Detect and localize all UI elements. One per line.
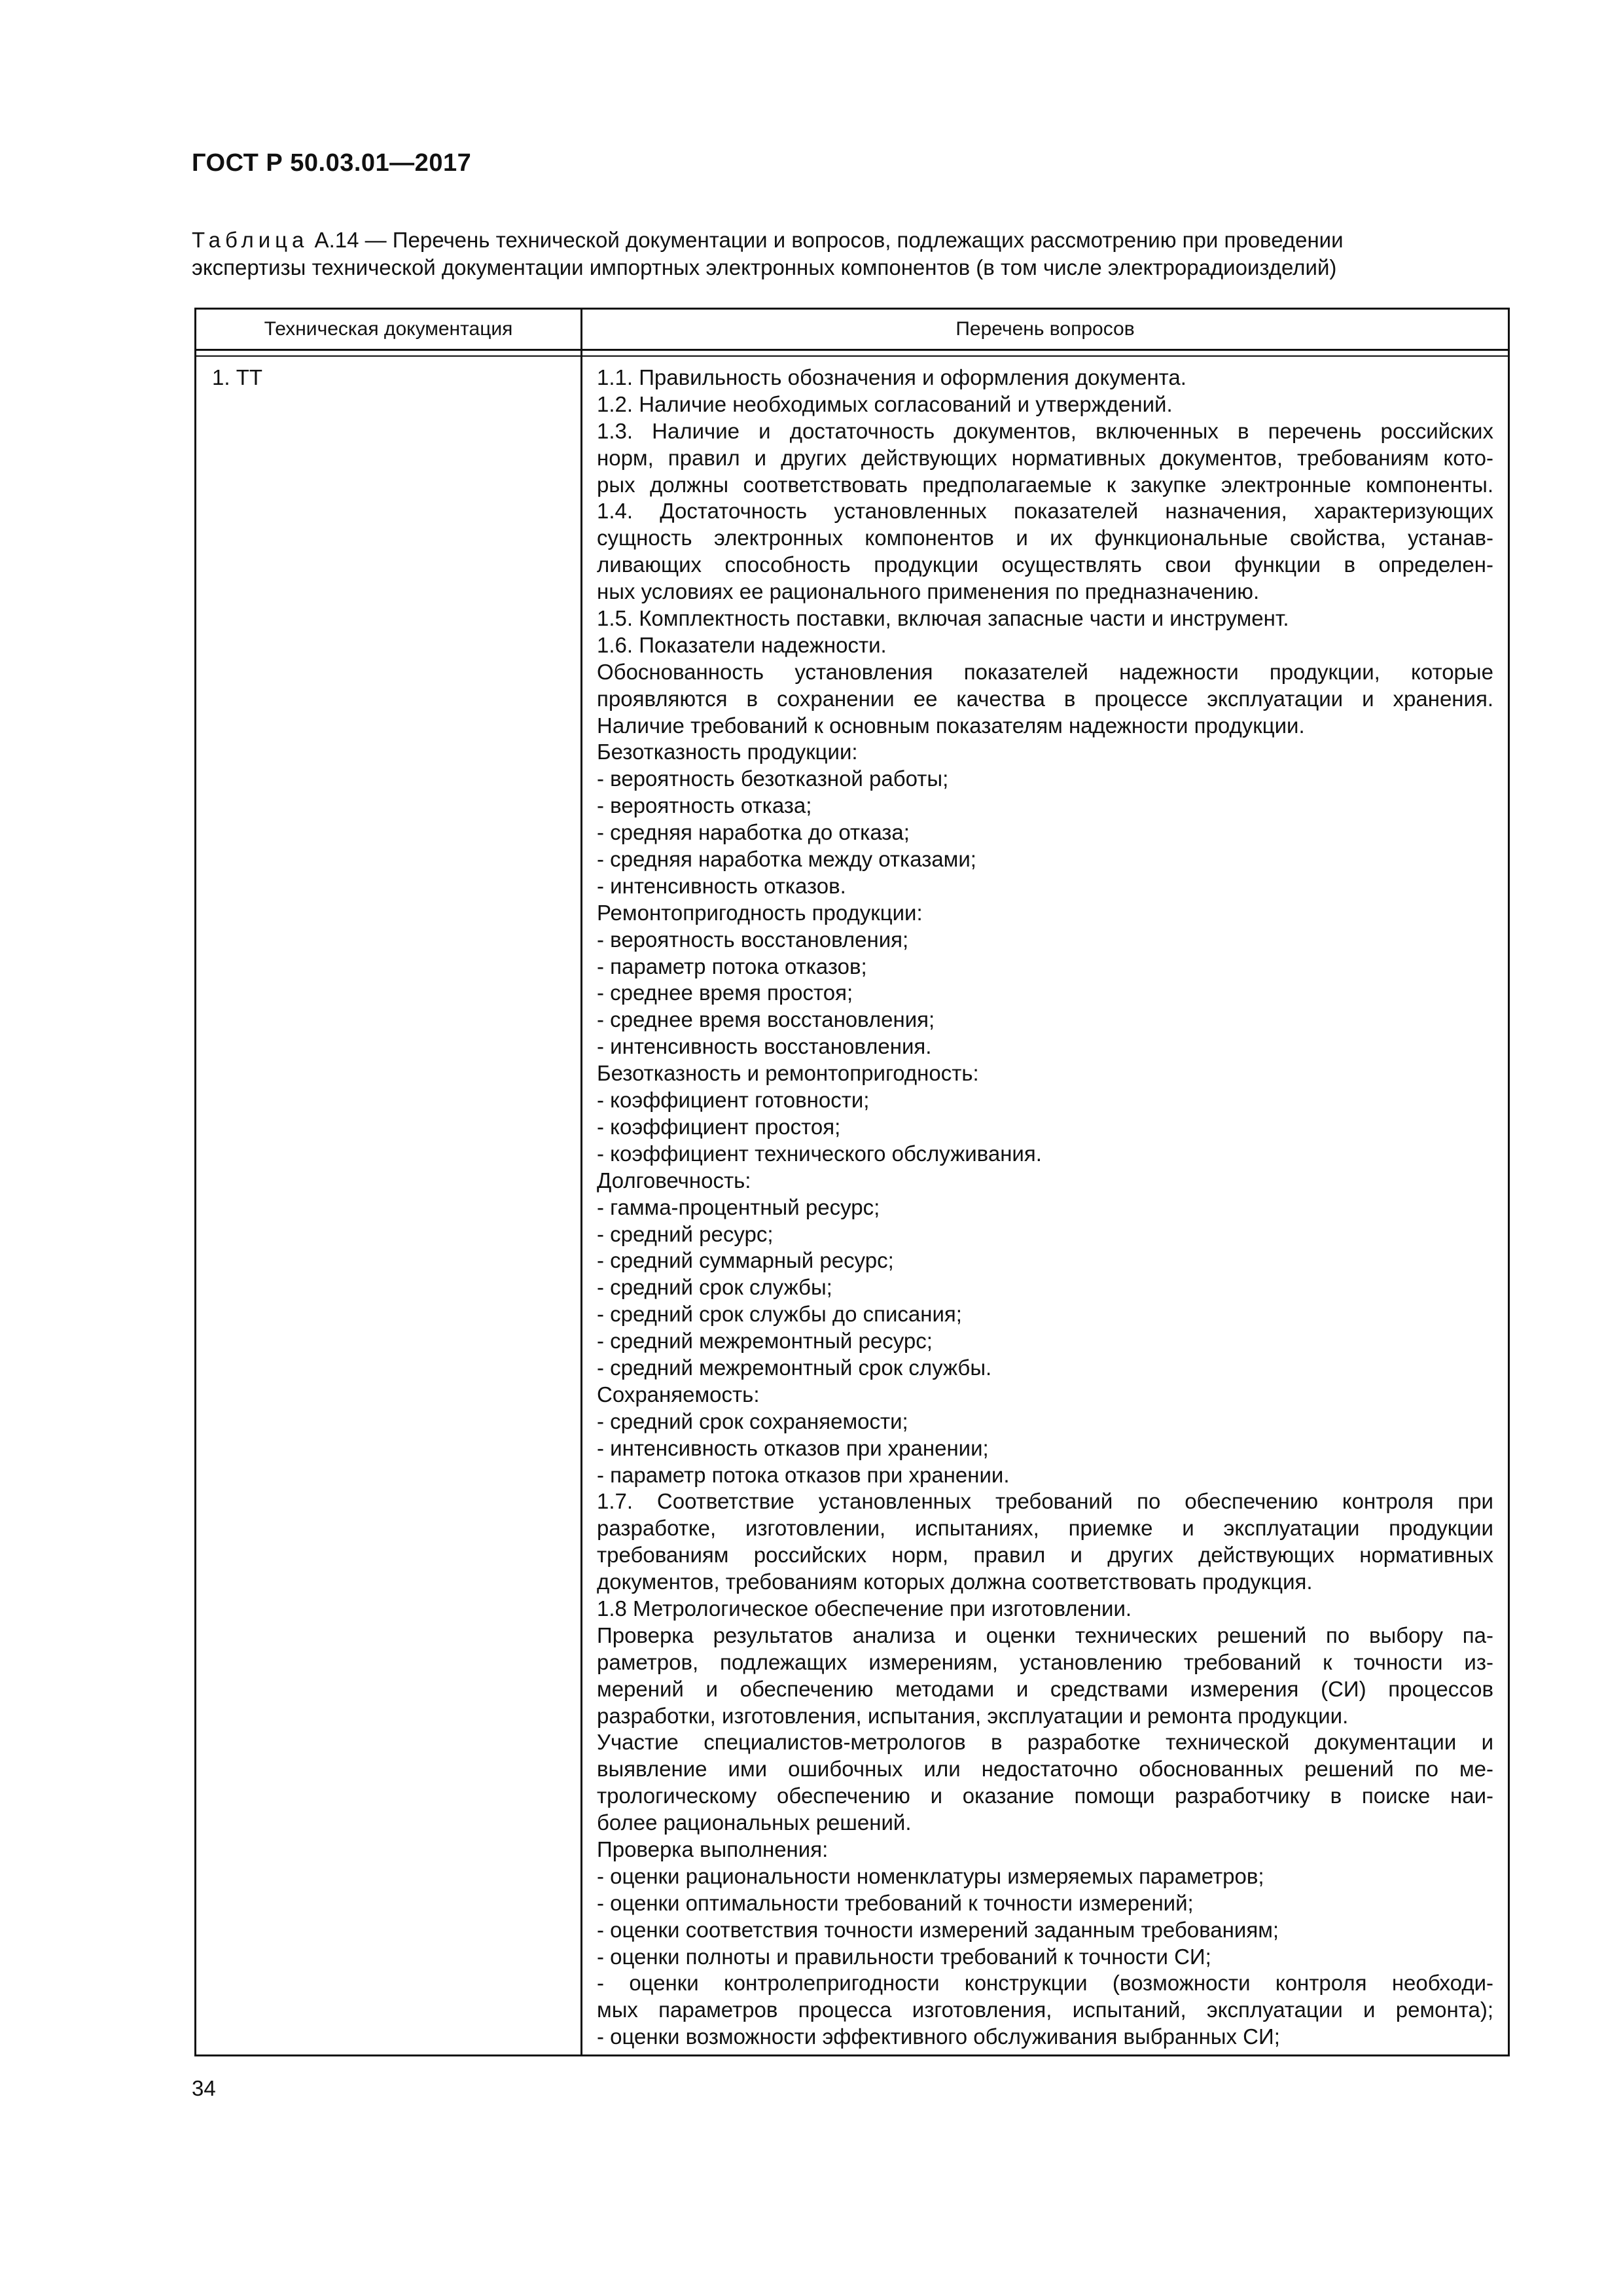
question-line: - интенсивность отказов при хранении; (597, 1435, 989, 1460)
question-line: - средний срок сохраняемости; (597, 1408, 908, 1433)
question-line: - параметр потока отказов при хранении. (597, 1462, 1010, 1487)
question-line: Сохраняемость: (597, 1382, 760, 1407)
question-line: ных условиях ее рационального применения по предназначению. (597, 579, 1260, 604)
question-line: Наличие требований к основным показателям надежности продукции. (597, 713, 1305, 738)
question-line: - вероятность безотказной работы; (597, 766, 949, 791)
question-line: мерений и обеспечению методами и средствами измерения (СИ) процессов (597, 1676, 1493, 1701)
question-line: Проверка результатов анализа и оценки технических решений по выбору па- (597, 1623, 1493, 1647)
questions-table (194, 308, 1510, 2056)
question-line: - среднее время восстановления; (597, 1007, 935, 1032)
question-line: 1.6. Показатели надежности. (597, 632, 887, 657)
table-caption-label: Таблица (192, 228, 309, 252)
header-divider (196, 349, 1508, 357)
question-line: - оценки оптимальности требований к точности измерений; (597, 1890, 1194, 1915)
column-divider (580, 310, 582, 2054)
question-line: - коэффициент готовности; (597, 1088, 870, 1113)
question-line: - коэффициент простоя; (597, 1114, 841, 1139)
table-header-questions: Перечень вопросов (955, 318, 1135, 340)
question-line: ливающих способность продукции осуществлять свои функции в определен- (597, 552, 1493, 577)
question-line: разработки, изготовления, испытания, эксплуатации и ремонта продукции. (597, 1703, 1349, 1728)
table-header-documentation: Техническая документация (264, 318, 513, 340)
question-line: - параметр потока отказов; (597, 954, 867, 978)
document-code: ГОСТ Р 50.03.01—2017 (192, 149, 472, 177)
question-line: Обоснованность установления показателей надежности продукции, которые (597, 659, 1493, 684)
table-caption-line1: А.14 — Перечень технической документации и вопросов, подлежащих рассмотрению при проведении (308, 228, 1344, 252)
question-line: - интенсивность отказов. (597, 873, 846, 898)
question-line: сущность электронных компонентов и их функциональные свойства, устанав- (597, 526, 1493, 550)
question-line: 1.4. Достаточность установленных показателей назначения, характеризующих (597, 499, 1493, 524)
question-line: - среднее время простоя; (597, 980, 853, 1005)
question-line: - оценки контролепригодности конструкции (возможности контроля необходи- (597, 1971, 1493, 1996)
question-line: - коэффициент технического обслуживания. (597, 1141, 1042, 1166)
question-line: Долговечность: (597, 1168, 751, 1193)
question-line: 1.1. Правильность обозначения и оформления документа. (597, 365, 1186, 389)
question-line: 1.8 Метрологическое обеспечение при изготовлении. (597, 1596, 1132, 1621)
question-line: трологическому обеспечению и оказание помощи разработчику в поиске наи- (597, 1784, 1493, 1808)
question-line: - средний межремонтный срок службы. (597, 1355, 992, 1380)
question-line: мых параметров процесса изготовления, испытаний, эксплуатации и ремонта); (597, 1998, 1493, 2022)
table-cell-questions (597, 365, 1493, 2051)
question-line: документов, требованиям которых должна соответствовать продукция. (597, 1570, 1313, 1594)
question-line: проявляются в сохранении ее качества в процессе эксплуатации и хранения. (597, 686, 1493, 711)
question-line: 1.5. Комплектность поставки, включая запасные части и инструмент. (597, 606, 1289, 631)
question-line: более рациональных решений. (597, 1810, 912, 1835)
question-line: - гамма-процентный ресурс; (597, 1194, 880, 1219)
question-line: - средний суммарный ресурс; (597, 1248, 894, 1273)
question-line: Ремонтопригодность продукции: (597, 900, 923, 925)
question-line: - оценки возможности эффективного обслуживания выбранных СИ; (597, 2024, 1280, 2049)
table-cell-doc-name: 1. ТТ (212, 365, 263, 389)
question-line: - вероятность восстановления; (597, 927, 909, 952)
page-number: 34 (192, 2076, 216, 2100)
question-line: - средняя наработка до отказа; (597, 820, 910, 845)
table-caption (192, 226, 1510, 281)
question-line: 1.3. Наличие и достаточность документов, включенных в перечень российских (597, 418, 1493, 443)
question-line: Безотказность продукции: (597, 740, 858, 764)
question-line: требованиям российских норм, правил и других действующих нормативных (597, 1543, 1493, 1568)
question-line: - интенсивность восстановления. (597, 1034, 932, 1059)
question-line: Участие специалистов-метрологов в разработке технической документации и (597, 1730, 1493, 1755)
question-line: - оценки полноты и правильности требований к точности СИ; (597, 1944, 1211, 1969)
question-line: выявление ими ошибочных или недостаточно обоснованных решений по ме- (597, 1757, 1493, 1782)
question-line: 1.2. Наличие необходимых согласований и утверждений. (597, 391, 1173, 416)
question-line: - средний ресурс; (597, 1221, 774, 1246)
question-line: - средний срок службы; (597, 1275, 832, 1300)
question-line: - средний срок службы до списания; (597, 1302, 962, 1327)
question-line: норм, правил и других действующих нормативных документов, требованиям кото- (597, 445, 1493, 470)
question-line: - оценки соответствия точности измерений заданным требованиям; (597, 1917, 1279, 1942)
question-line: раметров, подлежащих измерениям, установлению требований к точности из- (597, 1649, 1493, 1674)
question-line: - средний межремонтный ресурс; (597, 1329, 933, 1354)
question-line: Проверка выполнения: (597, 1837, 829, 1861)
question-line: Безотказность и ремонтопригодность: (597, 1061, 979, 1086)
question-line: рых должны соответствовать предполагаемые к закупке электронные компоненты. (597, 472, 1493, 497)
question-line: разработке, изготовлении, испытаниях, приемке и эксплуатации продукции (597, 1516, 1493, 1541)
question-line: - средняя наработка между отказами; (597, 847, 976, 872)
question-line: - вероятность отказа; (597, 793, 812, 818)
question-line: - оценки рациональности номенклатуры измеряемых параметров; (597, 1863, 1264, 1888)
table-caption-line2: экспертизы технической документации импортных электронных компонентов (в том числе электрорадиоизделий) (192, 255, 1337, 279)
question-line: 1.7. Соответствие установленных требований по обеспечению контроля при (597, 1489, 1493, 1514)
